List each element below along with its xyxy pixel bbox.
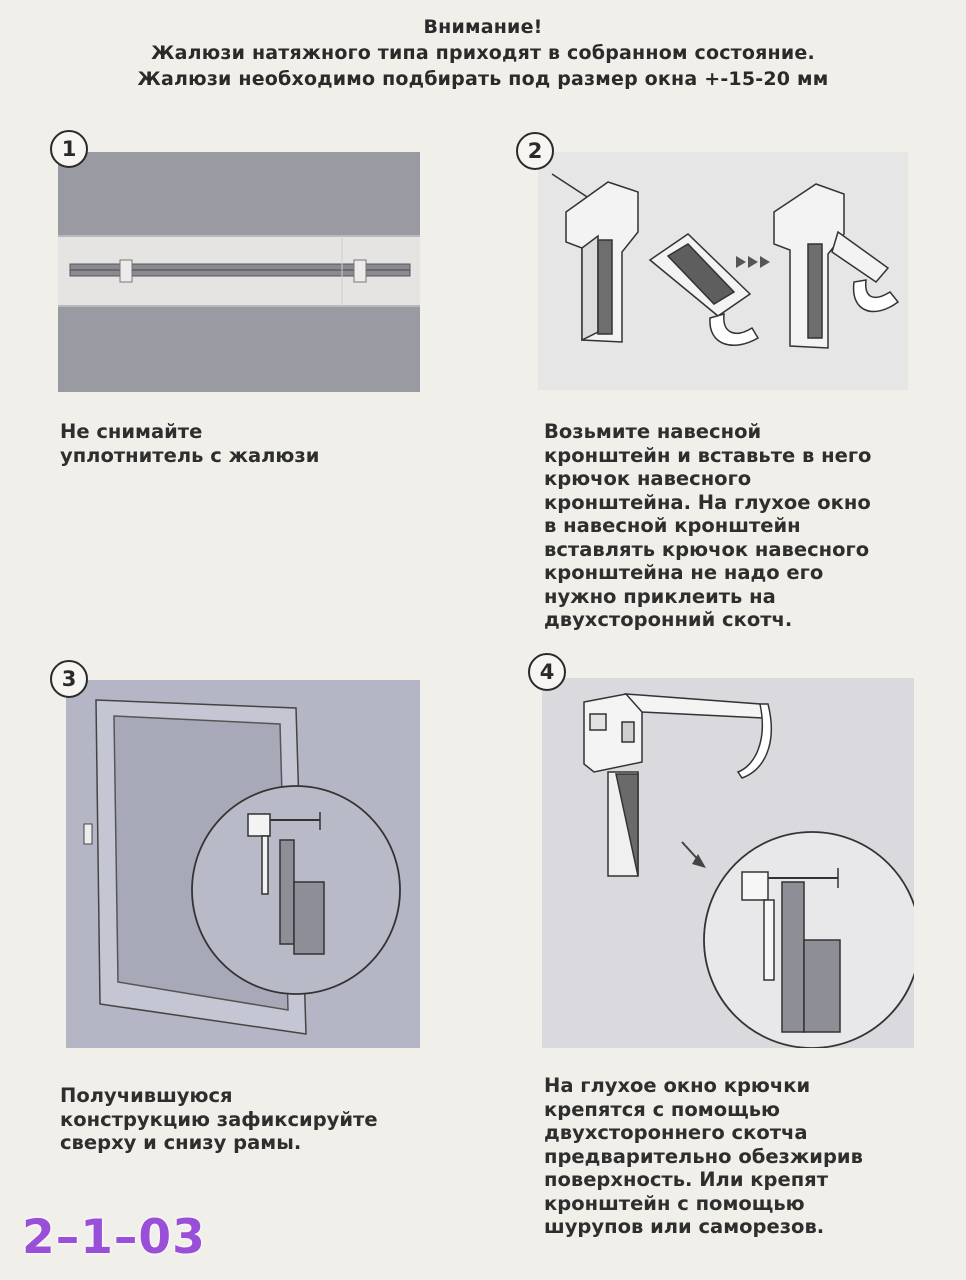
step-2-caption-line: кронштейна не надо его xyxy=(544,561,824,584)
step-2-caption-line: нужно приклеить на xyxy=(544,584,776,608)
step-2-number-badge: 2 xyxy=(516,132,554,170)
step-4-caption-line: двухстороннего скотча xyxy=(544,1121,808,1144)
step-3-illustration xyxy=(66,680,420,1048)
step-2-caption-line: в навесной кронштейн xyxy=(544,514,801,537)
step-2-caption-line: вставлять крючок навесного xyxy=(544,537,870,561)
step-2-caption-line: кронштейн и вставьте в него xyxy=(544,443,872,467)
step-4-caption-line: предварительно обезжирив xyxy=(544,1144,863,1168)
step-3-caption-line: сверху и снизу рамы. xyxy=(60,1131,302,1154)
step-4-number-badge: 4 xyxy=(528,653,566,691)
step-1-number-badge: 1 xyxy=(50,130,88,168)
step-4-caption-line: поверхность. Или крепят xyxy=(544,1168,828,1191)
step-2-caption-line: Возьмите навесной xyxy=(544,420,762,443)
step-4-illustration xyxy=(542,678,914,1048)
step-4-caption-line: кронштейн с помощью xyxy=(544,1191,805,1215)
step-3-number-badge: 3 xyxy=(50,660,88,698)
warning-line-size: Жалюзи необходимо подбирать под размер окна +-15-20 мм xyxy=(137,68,829,90)
step-1-caption xyxy=(60,420,319,467)
step-4-caption-line: крепятся с помощью xyxy=(544,1097,780,1121)
warning-title: Внимание! xyxy=(423,16,543,38)
step-1-caption-line: Не снимайте xyxy=(60,420,203,443)
step-2-caption-line: кронштейна. На глухое окно xyxy=(544,490,871,514)
step-4-caption-line: На глухое окно крючки xyxy=(544,1074,811,1097)
step-3-caption xyxy=(60,1084,378,1155)
step-3-caption-line: конструкцию зафиксируйте xyxy=(60,1107,378,1131)
product-code: 2–1–03 xyxy=(22,1210,206,1265)
warning-line-assembled: Жалюзи натяжного типа приходят в собранном состояние. xyxy=(151,42,815,64)
step-1-illustration xyxy=(58,152,420,392)
step-2-caption-line: крючок навесного xyxy=(544,467,752,490)
step-1-caption-line: уплотнитель с жалюзи xyxy=(60,443,320,467)
step-4-caption-line: шурупов или саморезов. xyxy=(544,1215,825,1238)
step-2-illustration xyxy=(538,152,908,390)
warning-header xyxy=(0,14,966,92)
step-4-caption xyxy=(544,1074,863,1239)
step-3-caption-line: Получившуюся xyxy=(60,1084,233,1107)
step-2-caption xyxy=(544,420,871,632)
step-2-caption-line: двухсторонний скотч. xyxy=(544,608,793,631)
